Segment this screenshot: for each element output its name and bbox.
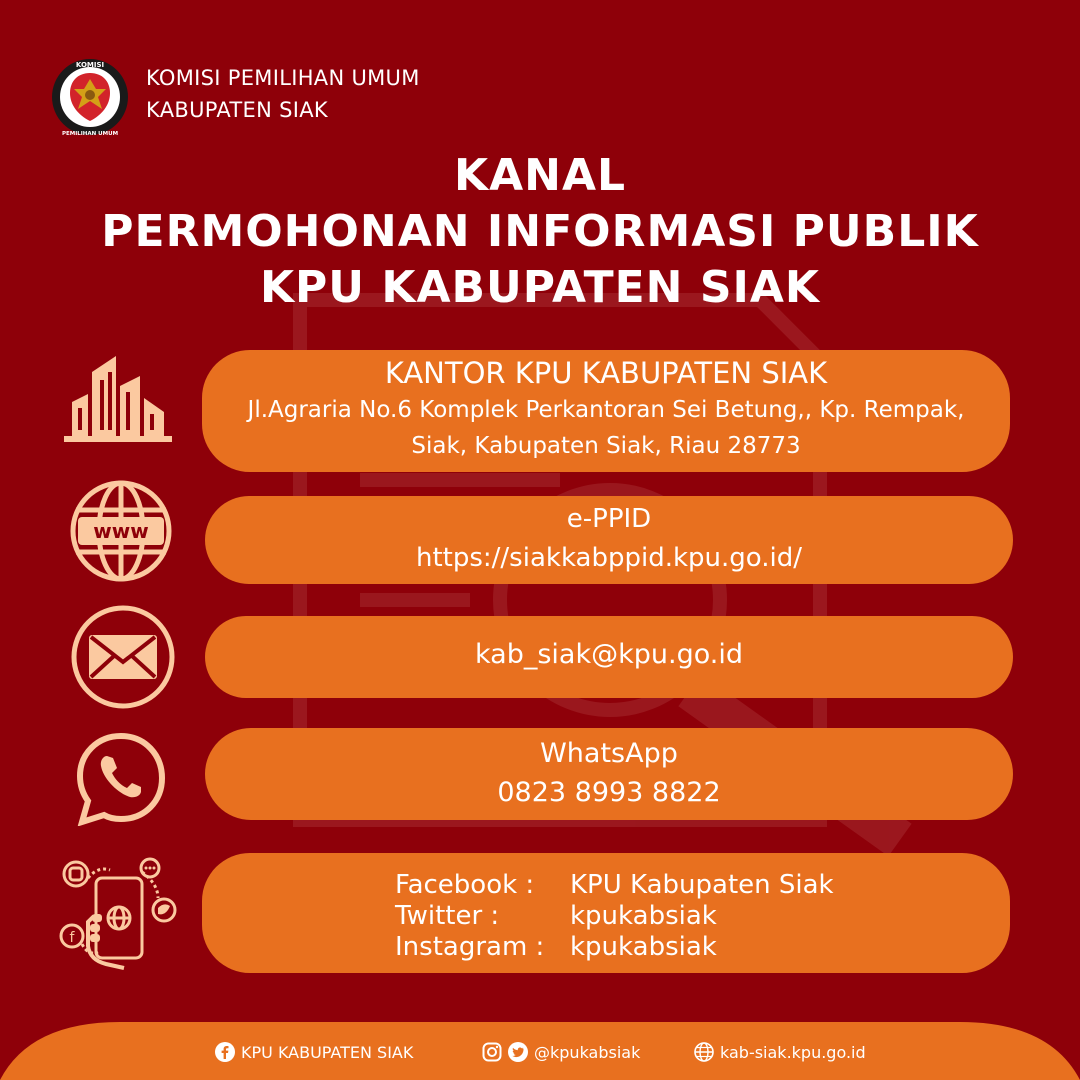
- social-value-facebook[interactable]: KPU Kabupaten Siak: [570, 870, 834, 900]
- globe-www-text: www: [93, 519, 149, 543]
- office-address-line-1: Jl.Agraria No.6 Komplek Perkantoran Sei Betung,, Kp. Rempak,: [247, 397, 965, 423]
- social-value-instagram[interactable]: kpukabsiak: [570, 932, 717, 962]
- footer-handle[interactable]: [482, 1042, 640, 1062]
- email-address[interactable]: kab_siak@kpu.go.id: [475, 639, 743, 670]
- social-row-instagram: [395, 932, 834, 963]
- footer-facebook-text: KPU KABUPATEN SIAK: [241, 1042, 414, 1062]
- footer-website-text: kab-siak.kpu.go.id: [720, 1042, 866, 1062]
- title-line-2: PERMOHONAN INFORMASI PUBLIK: [101, 206, 979, 257]
- office-card: [202, 350, 1010, 472]
- social-row-twitter: [395, 901, 834, 932]
- footer-website[interactable]: [694, 1042, 866, 1062]
- social-key-twitter: Twitter :: [395, 901, 500, 931]
- twitter-icon: [508, 1042, 528, 1062]
- social-row-facebook: [395, 870, 834, 901]
- envelope-icon: [70, 604, 176, 710]
- social-key-instagram: Instagram :: [395, 932, 545, 962]
- whatsapp-icon: [72, 730, 170, 826]
- logo-text-top: KOMISI: [75, 61, 105, 69]
- social-key-facebook: Facebook :: [395, 870, 535, 900]
- logo-text-bottom: PEMILIHAN UMUM: [61, 131, 119, 137]
- title-line-3: KPU KABUPATEN SIAK: [259, 262, 821, 313]
- facebook-icon: [215, 1042, 235, 1062]
- org-line-2: KABUPATEN SIAK: [146, 98, 328, 122]
- globe-www-icon: [68, 478, 174, 584]
- email-card: [205, 616, 1013, 698]
- footer-facebook[interactable]: [215, 1042, 413, 1062]
- social-list: [395, 870, 834, 963]
- whatsapp-label: WhatsApp: [540, 738, 678, 769]
- svg-text:f: f: [69, 930, 75, 946]
- social-value-twitter[interactable]: kpukabsiak: [570, 901, 717, 931]
- whatsapp-number[interactable]: 0823 8993 8822: [497, 777, 721, 808]
- kpu-logo: [50, 55, 130, 139]
- eppid-card: [205, 496, 1013, 584]
- page-title: [0, 148, 1080, 316]
- eppid-label: e-PPID: [566, 504, 652, 534]
- office-address-line-2: Siak, Kabupaten Siak, Riau 28773: [411, 433, 801, 459]
- footer-handle-text: @kpukabsiak: [534, 1042, 641, 1062]
- org-line-1: KOMISI PEMILIHAN UMUM: [146, 66, 420, 90]
- building-icon: [62, 352, 174, 444]
- office-name: KANTOR KPU KABUPATEN SIAK: [384, 356, 828, 390]
- instagram-icon: [482, 1042, 502, 1062]
- whatsapp-card: [205, 728, 1013, 820]
- globe-icon: [694, 1042, 714, 1062]
- title-line-1: KANAL: [453, 150, 627, 201]
- organization-name: [146, 62, 420, 126]
- eppid-url[interactable]: https://siakkabppid.kpu.go.id/: [415, 543, 802, 573]
- social-media-phone-icon: [58, 856, 182, 972]
